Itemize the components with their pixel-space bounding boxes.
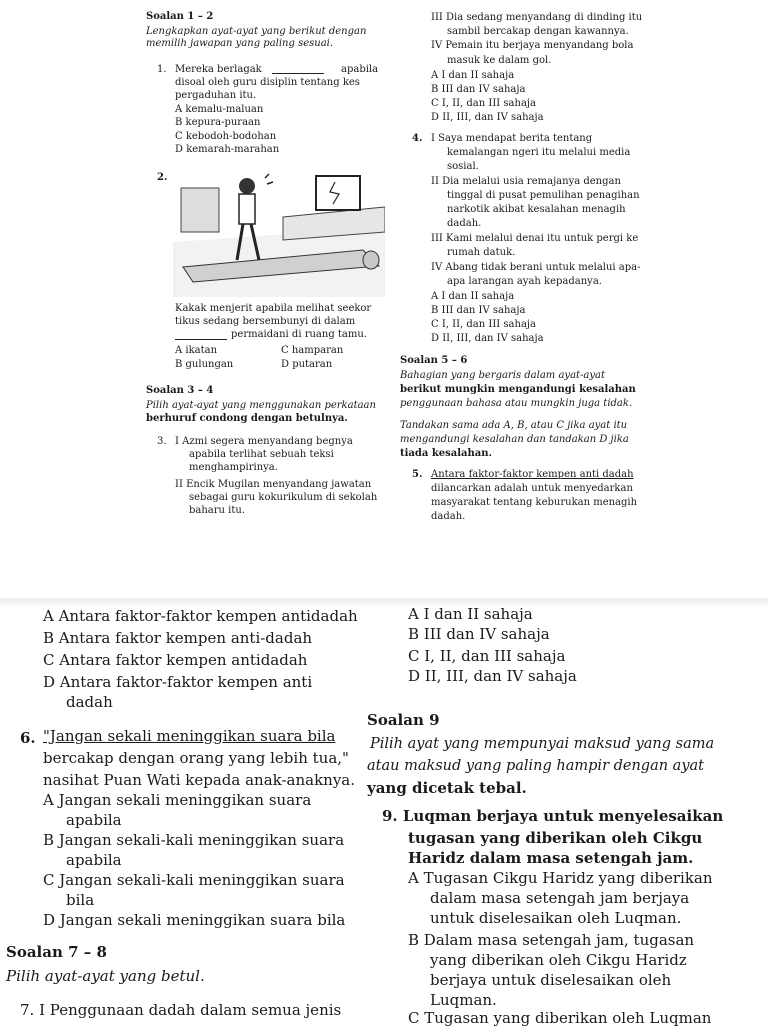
option: apabila	[66, 811, 122, 829]
question-text: IV Pemain itu berjaya menyandang bola	[431, 40, 634, 51]
question-text: masuk ke dalam gol.	[447, 55, 552, 66]
option: C I, II, dan III sahaja	[408, 647, 566, 665]
option: yang diberikan oleh Cikgu Haridz	[430, 951, 687, 969]
question-text: "Jangan sekali meninggikan suara bila	[43, 727, 336, 745]
option: A Tugasan Cikgu Haridz yang diberikan	[408, 869, 713, 887]
option: Luqman.	[430, 991, 497, 1009]
question-text: IV Abang tidak berani untuk melalui apa-	[431, 262, 641, 273]
question-text: apa larangan ayah kepadanya.	[447, 276, 602, 287]
instruction: berhuruf condong dengan betulnya.	[146, 413, 348, 424]
question-text: sambil bercakap dengan kawannya.	[447, 26, 629, 37]
instruction: Tandakan sama ada A, B, atau C jika ayat itu	[400, 420, 628, 431]
section-title: Soalan 1 – 2	[146, 11, 214, 22]
question-text: II Dia melalui usia remajanya dengan	[431, 176, 621, 187]
living-room-illustration	[173, 172, 385, 297]
instruction: berikut mungkin mengandungi kesalahan	[400, 384, 636, 395]
option: C Tugasan yang diberikan oleh Luqman	[408, 1009, 712, 1027]
question-text: tugasan yang diberikan oleh Cikgu	[408, 829, 703, 847]
question-number: 2.	[157, 172, 168, 183]
option: B gulungan	[175, 359, 234, 370]
question-text: pergaduhan itu.	[175, 90, 257, 101]
question-text: apabila	[341, 64, 379, 75]
instruction: Pilih ayat yang mempunyai maksud yang sama	[370, 736, 715, 752]
question-text: masyarakat tentang keburukan menagih	[431, 497, 638, 508]
question-number: 4.	[412, 133, 423, 144]
instruction: penggunaan bahasa atau mungkin juga tidak.	[400, 398, 633, 409]
option: dadah	[66, 693, 113, 711]
question-text: apabila terlihat sebuah teksi	[189, 449, 334, 460]
option: C I, II, dan III sahaja	[431, 319, 536, 330]
option: C hamparan	[281, 345, 344, 356]
instruction: Bahagian yang bergaris dalam ayat-ayat	[400, 370, 606, 381]
option: D II, III, dan IV sahaja	[408, 667, 577, 685]
question-text: II Encik Mugilan menyandang jawatan	[175, 479, 372, 490]
answer-blank	[175, 339, 227, 340]
option: B kepura-puraan	[175, 117, 261, 128]
question-text: rumah datuk.	[447, 247, 516, 258]
instruction: memilih jawapan yang paling sesuai.	[146, 38, 334, 49]
section-title: Soalan 5 – 6	[400, 355, 468, 366]
question-text: tikus sedang bersembunyi di dalam	[175, 316, 356, 327]
question-text: Antara faktor-faktor kempen anti dadah	[431, 469, 634, 480]
option: A I dan II sahaja	[408, 605, 533, 623]
question-text: tinggal di pusat pemulihan penagihan	[447, 190, 640, 201]
option: A Antara faktor-faktor kempen antidadah	[43, 607, 358, 625]
question-text: I Azmi segera menyandang begnya	[175, 436, 353, 447]
option: D Jangan sekali meninggikan suara bila	[43, 911, 346, 929]
option: D putaran	[281, 359, 333, 370]
question-text: sebagai guru kokurikulum di sekolah	[189, 492, 378, 503]
option: A I dan II sahaja	[431, 70, 515, 81]
option: B Dalam masa setengah jam, tugasan	[408, 931, 695, 949]
section-title: Soalan 9	[367, 711, 440, 729]
question-text: 7. I Penggunaan dadah dalam semua jenis	[20, 1001, 342, 1019]
instruction: Pilih ayat-ayat yang menggunakan perkataan	[146, 400, 376, 411]
instruction: atau maksud yang paling hampir dengan ayat	[367, 758, 704, 774]
option: A kemalu-maluan	[175, 104, 264, 115]
option: dalam masa setengah jam berjaya	[430, 889, 690, 907]
question-text: III Dia sedang menyandang di dinding itu	[431, 12, 643, 23]
option: B III dan IV sahaja	[431, 305, 526, 316]
question-text: baharu itu.	[189, 505, 246, 516]
option: D II, III, dan IV sahaja	[431, 112, 544, 123]
option: B Antara faktor kempen anti-dadah	[43, 629, 313, 647]
answer-blank	[272, 73, 324, 74]
question-text: dadah.	[431, 511, 466, 522]
question-text: nasihat Puan Wati kepada anak-anaknya.	[43, 771, 356, 789]
question-number: 3.	[157, 436, 167, 447]
question-text: Mereka berlagak	[175, 64, 262, 75]
instruction: Pilih ayat-ayat yang betul.	[6, 967, 205, 985]
question-text: Kakak menjerit apabila melihat seekor	[175, 303, 372, 314]
question-text: menghampirinya.	[189, 462, 278, 473]
option: B Jangan sekali-kali meninggikan suara	[43, 831, 345, 849]
question-text: III Kami melalui denai itu untuk pergi ke	[431, 233, 639, 244]
question-text: dilancarkan adalah untuk menyedarkan	[431, 483, 633, 494]
option: C Jangan sekali-kali meninggikan suara	[43, 871, 345, 889]
section-title: Soalan 3 – 4	[146, 385, 214, 396]
option: A I dan II sahaja	[431, 291, 515, 302]
option: C kebodoh-bodohan	[175, 131, 277, 142]
section-title: Soalan 7 – 8	[6, 943, 107, 961]
question-text: 9. Luqman berjaya untuk menyelesaikan	[382, 807, 724, 825]
question-number: 6.	[20, 729, 36, 747]
question-text: dadah.	[447, 218, 482, 229]
question-text: disoal oleh guru disiplin tentang kes	[175, 77, 360, 88]
instruction: Lengkapkan ayat-ayat yang berikut dengan	[146, 26, 367, 37]
option: untuk diselesaikan oleh Luqman.	[430, 909, 682, 927]
option: B III dan IV sahaja	[431, 84, 526, 95]
question-text: Haridz dalam masa setengah jam.	[408, 849, 694, 867]
option: A Jangan sekali meninggikan suara	[43, 791, 312, 809]
option: bila	[66, 891, 95, 909]
question-text: narkotik akibat kesalahan menagih	[447, 204, 626, 215]
question-number: 1.	[157, 64, 167, 75]
option: D kemarah-marahan	[175, 144, 280, 155]
option: A ikatan	[175, 345, 218, 356]
option: B III dan IV sahaja	[408, 625, 550, 643]
question-text: kemalangan ngeri itu melalui media	[447, 147, 631, 158]
instruction: mengandungi kesalahan dan tandakan D jika	[400, 434, 629, 445]
option: berjaya untuk diselesaikan oleh	[430, 971, 672, 989]
option: D II, III, dan IV sahaja	[431, 333, 544, 344]
question-text: I Saya mendapat berita tentang	[431, 133, 593, 144]
bottom-page	[0, 598, 768, 1027]
option: C I, II, dan III sahaja	[431, 98, 536, 109]
question-text: permaidani di ruang tamu.	[231, 329, 367, 340]
instruction: tiada kesalahan.	[400, 448, 493, 459]
question-text: bercakap dengan orang yang lebih tua,"	[43, 749, 349, 767]
option: D Antara faktor-faktor kempen anti	[43, 673, 313, 691]
instruction: yang dicetak tebal.	[367, 779, 527, 797]
question-text: sosial.	[447, 161, 479, 172]
option: apabila	[66, 851, 122, 869]
question-number: 5.	[412, 469, 423, 480]
option: C Antara faktor kempen antidadah	[43, 651, 308, 669]
